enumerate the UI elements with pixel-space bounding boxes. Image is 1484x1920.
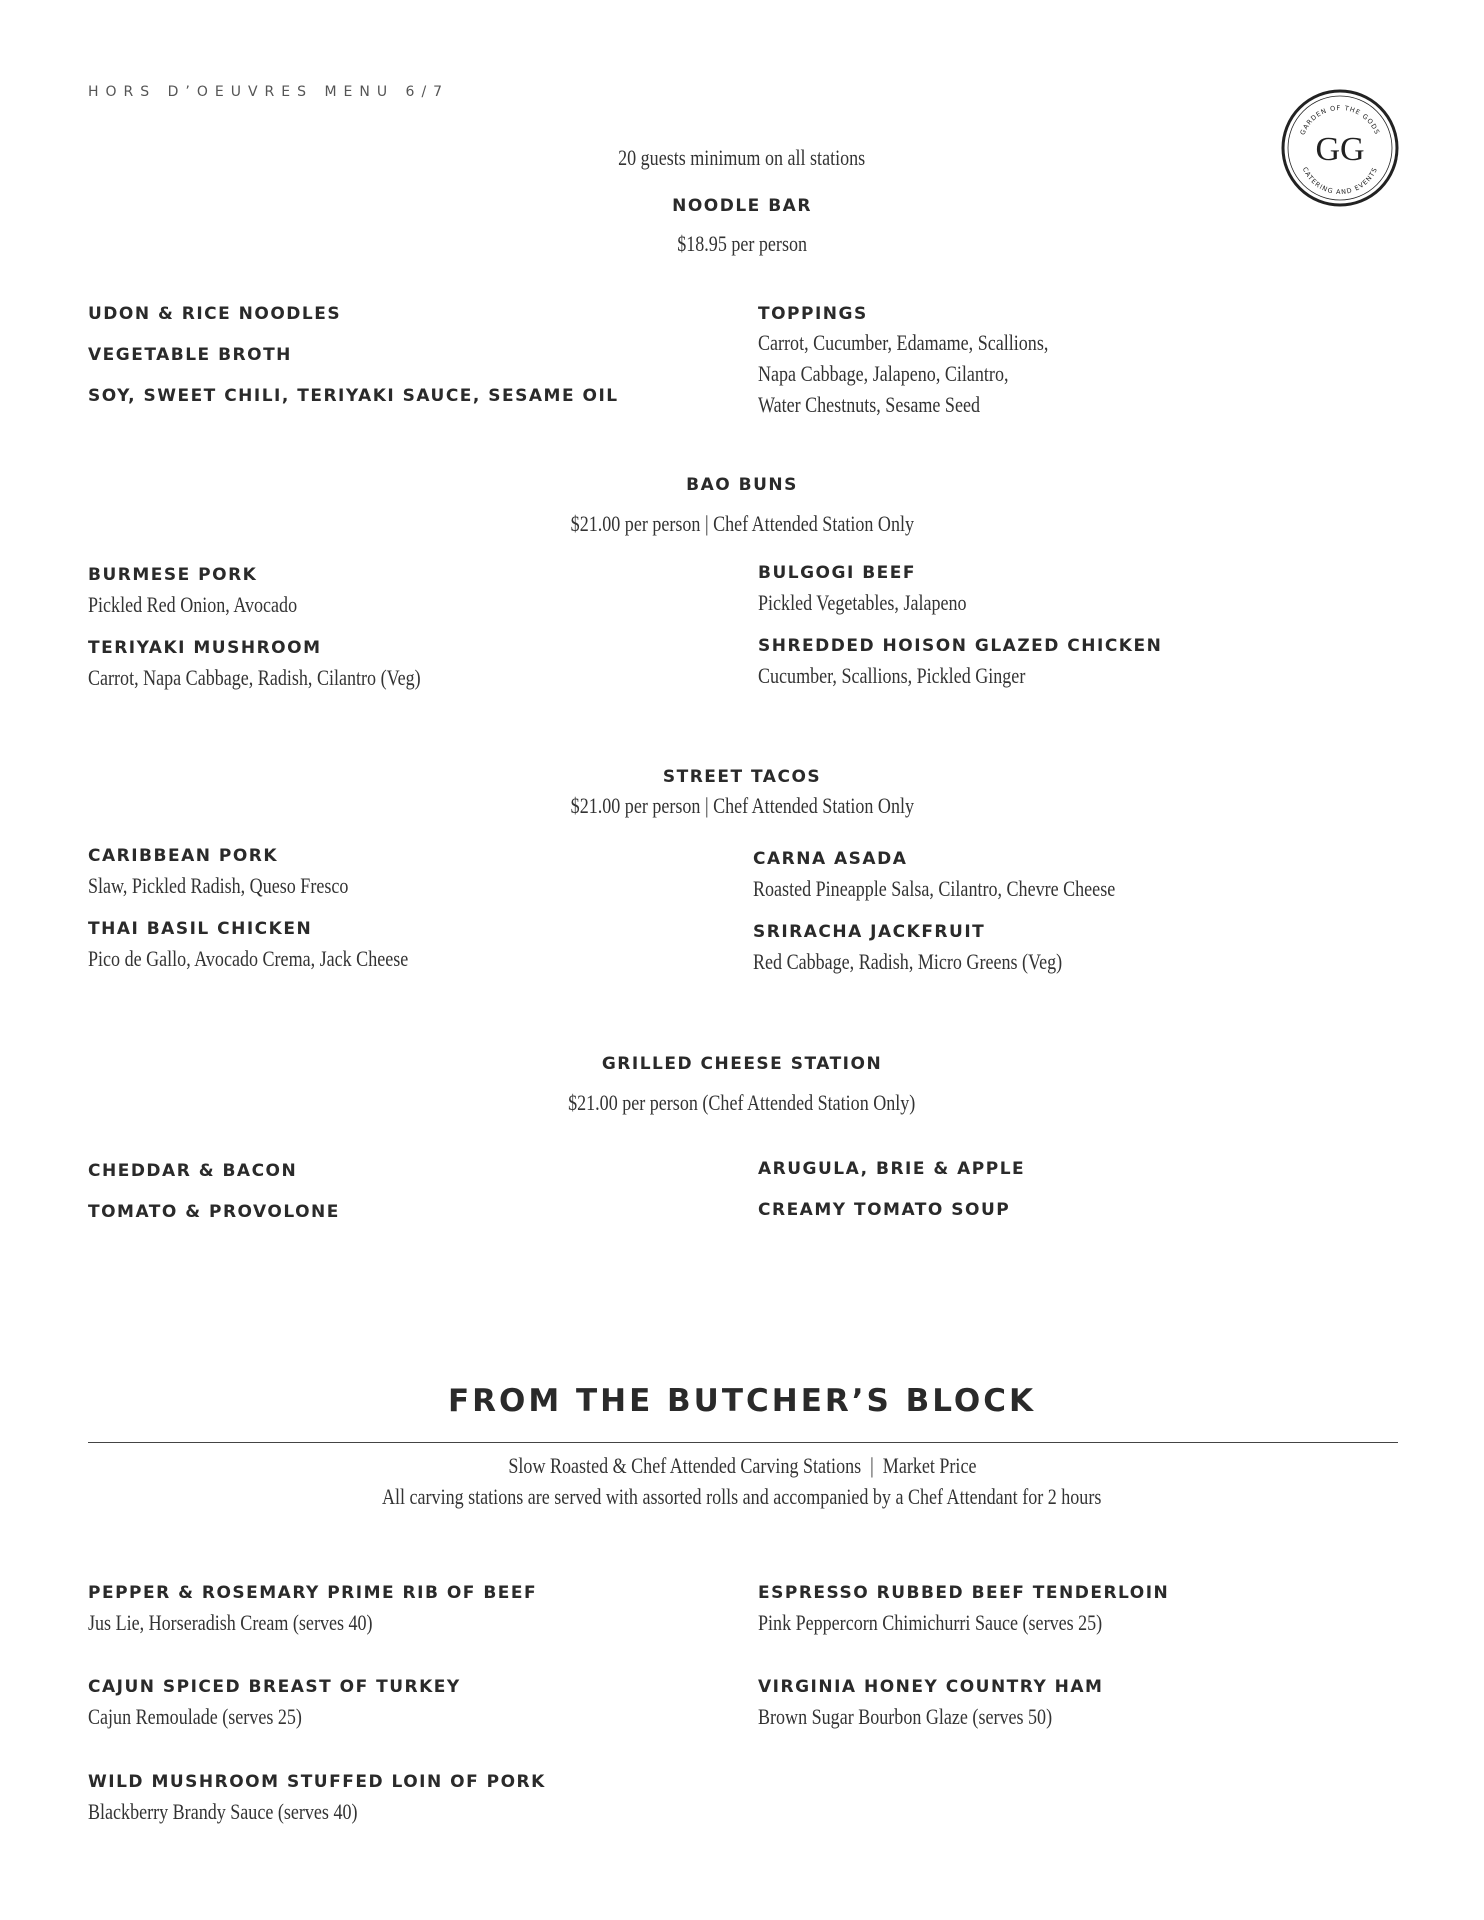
grilled-cheese-item: CREAMY TOMATO SOUP: [758, 1200, 1011, 1220]
carving-item-desc: Brown Sugar Bourbon Glaze (serves 50): [758, 1704, 1053, 1729]
taco-item-name: SRIRACHA JACKFRUIT: [753, 922, 986, 942]
carving-item-desc: Jus Lie, Horseradish Cream (serves 40): [88, 1610, 373, 1635]
toppings-title: TOPPINGS: [758, 304, 868, 324]
noodle-bar-item: UDON & RICE NOODLES: [88, 304, 342, 324]
taco-item-desc: Pico de Gallo, Avocado Crema, Jack Cheese: [88, 946, 409, 971]
bao-item-desc: Pickled Vegetables, Jalapeno: [758, 590, 967, 615]
grilled-cheese-title: GRILLED CHEESE STATION: [601, 1054, 883, 1074]
section-divider: [88, 1442, 1398, 1443]
toppings-line: Carrot, Cucumber, Edamame, Scallions,: [758, 330, 1049, 355]
bao-item-desc: Cucumber, Scallions, Pickled Ginger: [758, 663, 1026, 688]
noodle-bar-price: $18.95 per person: [677, 231, 807, 256]
taco-item-name: CARIBBEAN PORK: [88, 846, 279, 866]
grilled-cheese-item: ARUGULA, BRIE & APPLE: [758, 1159, 1026, 1179]
grilled-cheese-item: TOMATO & PROVOLONE: [88, 1202, 340, 1222]
carving-item-desc: Pink Peppercorn Chimichurri Sauce (serves 25): [758, 1610, 1103, 1635]
carving-item-name: PEPPER & ROSEMARY PRIME RIB OF BEEF: [88, 1583, 538, 1603]
menu-page-label: HORS D’OEUVRES MENU 6/7: [88, 84, 450, 100]
logo-arc-top-text: GARDEN OF THE GODS: [1298, 103, 1382, 137]
carving-item-name: CAJUN SPICED BREAST OF TURKEY: [88, 1677, 461, 1697]
taco-item-desc: Slaw, Pickled Radish, Queso Fresco: [88, 873, 349, 898]
butchers-block-title: FROM THE BUTCHER’S BLOCK: [447, 1383, 1037, 1419]
bao-item-desc: Carrot, Napa Cabbage, Radish, Cilantro (Veg): [88, 665, 421, 690]
taco-item-name: THAI BASIL CHICKEN: [88, 919, 313, 939]
bao-item-name: BURMESE PORK: [88, 565, 258, 585]
taco-item-desc: Red Cabbage, Radish, Micro Greens (Veg): [753, 949, 1063, 974]
carving-item-name: VIRGINIA HONEY COUNTRY HAM: [758, 1677, 1104, 1697]
butchers-block-subtitle: Slow Roasted & Chef Attended Carving Stations | Market Price: [507, 1453, 977, 1478]
bao-item-name: BULGOGI BEEF: [758, 563, 916, 583]
guest-minimum-note: 20 guests minimum on all stations: [618, 145, 866, 170]
noodle-bar-title: NOODLE BAR: [672, 196, 812, 216]
toppings-line: Napa Cabbage, Jalapeno, Cilantro,: [758, 361, 1009, 386]
noodle-bar-item: VEGETABLE BROTH: [88, 345, 292, 365]
bao-buns-title: BAO BUNS: [686, 475, 798, 495]
bao-item-name: SHREDDED HOISON GLAZED CHICKEN: [758, 636, 1163, 656]
logo-arc-bottom-text: CATERING AND EVENTS: [1300, 165, 1380, 197]
grilled-cheese-item: CHEDDAR & BACON: [88, 1161, 298, 1181]
toppings-line: Water Chestnuts, Sesame Seed: [758, 392, 981, 417]
taco-item-desc: Roasted Pineapple Salsa, Cilantro, Chevre Cheese: [753, 876, 1116, 901]
carving-item-name: WILD MUSHROOM STUFFED LOIN OF PORK: [88, 1772, 546, 1792]
noodle-bar-item: SOY, SWEET CHILI, TERIYAKI SAUCE, SESAME OIL: [88, 386, 619, 406]
street-tacos-price: $21.00 per person | Chef Attended Station Only: [570, 793, 914, 818]
bao-item-name: TERIYAKI MUSHROOM: [88, 638, 322, 658]
bao-item-desc: Pickled Red Onion, Avocado: [88, 592, 298, 617]
logo-initials: GG: [1315, 131, 1365, 168]
carving-item-desc: Cajun Remoulade (serves 25): [88, 1704, 302, 1729]
taco-item-name: CARNA ASADA: [753, 849, 908, 869]
grilled-cheese-price: $21.00 per person (Chef Attended Station Only): [568, 1090, 916, 1115]
carving-item-name: ESPRESSO RUBBED BEEF TENDERLOIN: [758, 1583, 1170, 1603]
butchers-block-subtitle2: All carving stations are served with assorted rolls and accompanied by a Chef Attendant for 2 hours: [382, 1484, 1102, 1509]
street-tacos-title: STREET TACOS: [662, 767, 822, 787]
carving-item-desc: Blackberry Brandy Sauce (serves 40): [88, 1799, 358, 1824]
bao-buns-price: $21.00 per person | Chef Attended Station Only: [570, 511, 914, 536]
